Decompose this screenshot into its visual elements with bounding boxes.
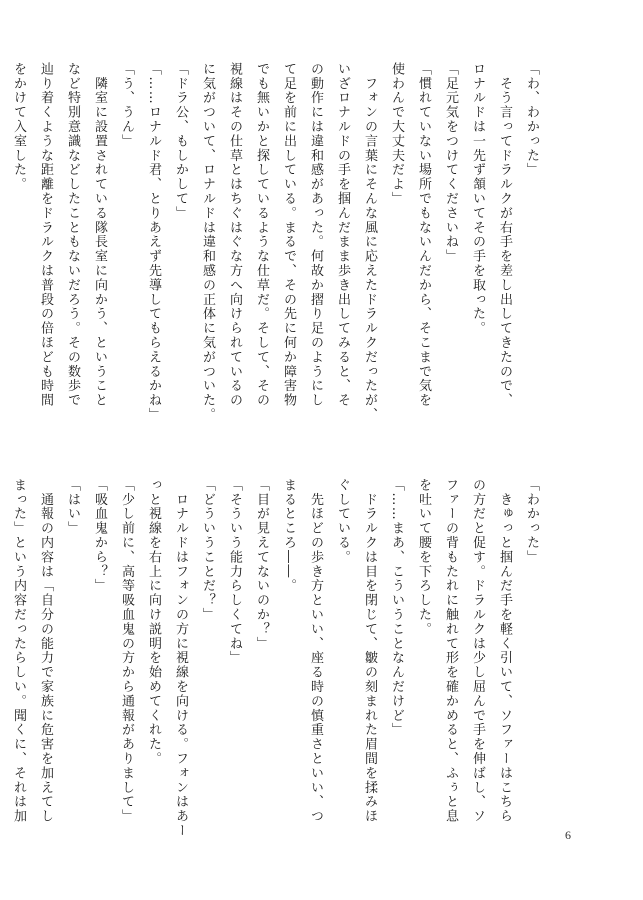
text-line: 通報の内容は「自分の能力で家族に危害を加えてし	[38, 478, 53, 824]
text-line: 視線はその仕草とはちぐはぐな方へ向けられているの	[227, 62, 242, 408]
text-line: ドラルクは目を閉じて、皺の刻まれた眉間を揉みほ	[362, 478, 377, 824]
text-line: そう言ってドラルクが右手を差し出してきたので、	[497, 62, 512, 408]
text-line: 先ほどの歩き方といい、座る時の慎重さといい、つ	[308, 478, 323, 824]
text-line: 「どういうことだ？」	[200, 478, 215, 622]
text-line: 使わんで大丈夫だよ」	[389, 62, 404, 206]
text-line: 「……ロナルド君、とりあえず先導してもらえるかね」	[146, 62, 161, 422]
text-line: 「慣れていない場所でもないんだから、そこまで気を	[416, 62, 431, 408]
text-line: きゅっと掴んだ手を軽く引いて、ソファーはこちら	[497, 478, 512, 824]
text-line: に気がついて、ロナルドは違和感の正体に気がついた。	[200, 62, 215, 422]
text-line: ぐしている。	[335, 478, 350, 565]
text-line: 隣室に設置されている隊長室に向かう、ということ	[92, 62, 107, 408]
text-line	[0, 62, 5, 422]
text-line: 「わかった」	[524, 478, 539, 565]
text-line: 辿り着くような距離をドラルクは普段の倍ほども時間	[38, 62, 53, 408]
text-line: を吐いて腰を下ろした。	[416, 478, 431, 637]
text-line: フォンの言葉にそんな風に応えたドラルクだったが、	[362, 62, 377, 422]
text-line: 「はい」	[65, 478, 80, 536]
text-line	[0, 478, 5, 838]
text-line: 「目が見えてないのか？」	[254, 478, 269, 651]
text-line: いざロナルドの手を掴んだまま歩き出してみると、そ	[335, 62, 350, 408]
text-line: の動作には違和感があった。何故か摺り足のようにし	[308, 62, 323, 408]
text-line: 「吸血鬼から？」	[92, 478, 107, 594]
text-line: ファーの背もたれに触れて形を確かめると、ふぅと息	[443, 478, 458, 824]
text-line: 「う、うん」	[119, 62, 134, 149]
text-line: ロナルドは一先ず頷いてその手を取った。	[470, 62, 485, 336]
text-line: 「……まあ、こういうことなんだけど」	[389, 478, 404, 738]
text-line: 「少し前に、高等吸血鬼の方から通報がありまして」	[119, 478, 134, 824]
text-line: でも無いかと探しているような仕草だ。そして、その	[254, 62, 269, 408]
text-line: ロナルドはフォンの方に視線を向ける。フォンはあー	[173, 478, 188, 838]
text-line: など特別意識などしたこともないだろう。その数歩で	[65, 62, 80, 408]
text-line: をかけて入室した。	[11, 62, 26, 192]
upper-text-block	[0, 62, 545, 422]
text-line: まるところ――。	[281, 478, 296, 594]
text-line: 「ドラ公、もしかして」	[173, 62, 188, 221]
text-line: の方だと促す。ドラルクは少し屈んで手を伸ばし、ソ	[470, 478, 485, 824]
text-line: っと視線を右上に向け説明を始めてくれた。	[146, 478, 161, 766]
text-line: 「そういう能力らしくてね」	[227, 478, 242, 666]
lower-text-block	[0, 478, 545, 838]
text-line: 「わ、わかった」	[524, 62, 539, 178]
page-number: 6	[565, 828, 571, 842]
text-line: まった」という内容だったらしい。聞くに、それは加	[11, 478, 26, 824]
text-line: て足を前に出している。まるで、その先に何か障害物	[281, 62, 296, 408]
text-line: 「足元気をつけてくださいね」	[443, 62, 458, 264]
